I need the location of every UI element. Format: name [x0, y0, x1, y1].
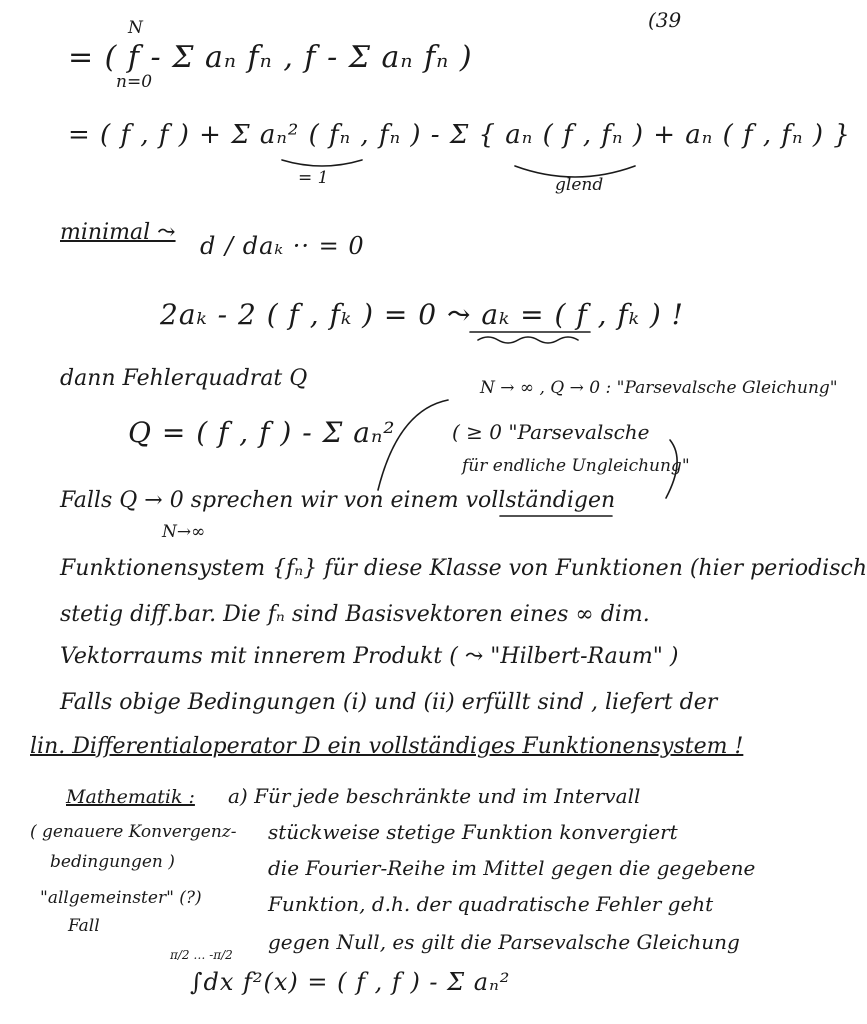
result-underline-wavy [478, 337, 578, 343]
side-note-3: "allgemeinster" (?) [40, 888, 202, 908]
point-a-line-1: a) Für jede beschränkte und im Intervall [228, 784, 641, 808]
sum-lower-limit: n=0 [116, 72, 153, 92]
side-note-2: bedingungen ) [50, 852, 175, 872]
page-number: (39 [648, 8, 682, 32]
equation-3: 2aₖ - 2 ( f , fₖ ) = 0 ⤳ aₖ = ( f , fₖ ) ! [160, 298, 684, 331]
point-a-line-4: Funktion, d.h. der quadratische Fehler geht [268, 892, 714, 916]
bracket-right [666, 440, 677, 498]
underbrace-1 [282, 160, 362, 166]
equation-4: Q = ( f , f ) - Σ aₙ² [128, 416, 396, 449]
note-inequality: ( ≥ 0 "Parsevalsche [452, 420, 650, 444]
paragraph-line-5: lin. Differentialoperator D ein vollständiges Funktionensystem ! [30, 734, 744, 759]
side-note-4: Fall [68, 916, 100, 936]
connector-curve [378, 400, 448, 490]
integral-limits: π/2 … -π/2 [170, 948, 233, 962]
minimal-label: minimal ⤳ [60, 220, 176, 245]
paragraph-line-3: Vektorraums mit innerem Produkt ( ⤳ "Hilbert-Raum" ) [60, 644, 679, 669]
fehlerquadrat-label: dann Fehlerquadrat Q [60, 366, 308, 391]
point-a-line-2: stückweise stetige Funktion konvergiert [268, 820, 678, 844]
equation-1: = ( f - Σ aₙ fₙ , f - Σ aₙ fₙ ) [68, 40, 473, 75]
equation-2-underbrace-label-2: glend [555, 175, 604, 195]
note-limit: N → ∞ , Q → 0 : "Parsevalsche Gleichung" [480, 378, 838, 398]
derivative-condition: d / daₖ ·· = 0 [200, 232, 365, 260]
sum-upper-limit: N [128, 18, 143, 38]
equation-2-underbrace-label: = 1 [298, 168, 329, 188]
paragraph-line-4: Falls obige Bedingungen (i) und (ii) erfüllt sind , liefert der [60, 690, 718, 715]
falls-subscript: N→∞ [162, 522, 206, 542]
paragraph-line-1: Funktionensystem {fₙ} für diese Klasse von Funktionen (hier periodisch [60, 556, 867, 581]
equation-2: = ( f , f ) + Σ aₙ² ( fₙ , fₙ ) - Σ { aₙ ( f , fₙ ) + aₙ ( f , fₙ ) } [68, 120, 851, 150]
falls-line: Falls Q → 0 sprechen wir von einem vollständigen [60, 488, 616, 513]
side-note-1: ( genauere Konvergenz- [30, 822, 237, 842]
note-inequality-2: für endliche Ungleichung" [462, 456, 690, 476]
underbrace-2 [515, 166, 635, 177]
equation-last: ∫dx f²(x) = ( f , f ) - Σ aₙ² [190, 968, 511, 996]
point-a-line-3: die Fourier-Reihe im Mittel gegen die gegebene [268, 856, 756, 880]
side-title: Mathematik : [66, 786, 195, 808]
point-a-line-5: gegen Null, es gilt die Parsevalsche Gleichung [268, 930, 740, 954]
paragraph-line-2: stetig diff.bar. Die fₙ sind Basisvektoren eines ∞ dim. [60, 602, 650, 627]
